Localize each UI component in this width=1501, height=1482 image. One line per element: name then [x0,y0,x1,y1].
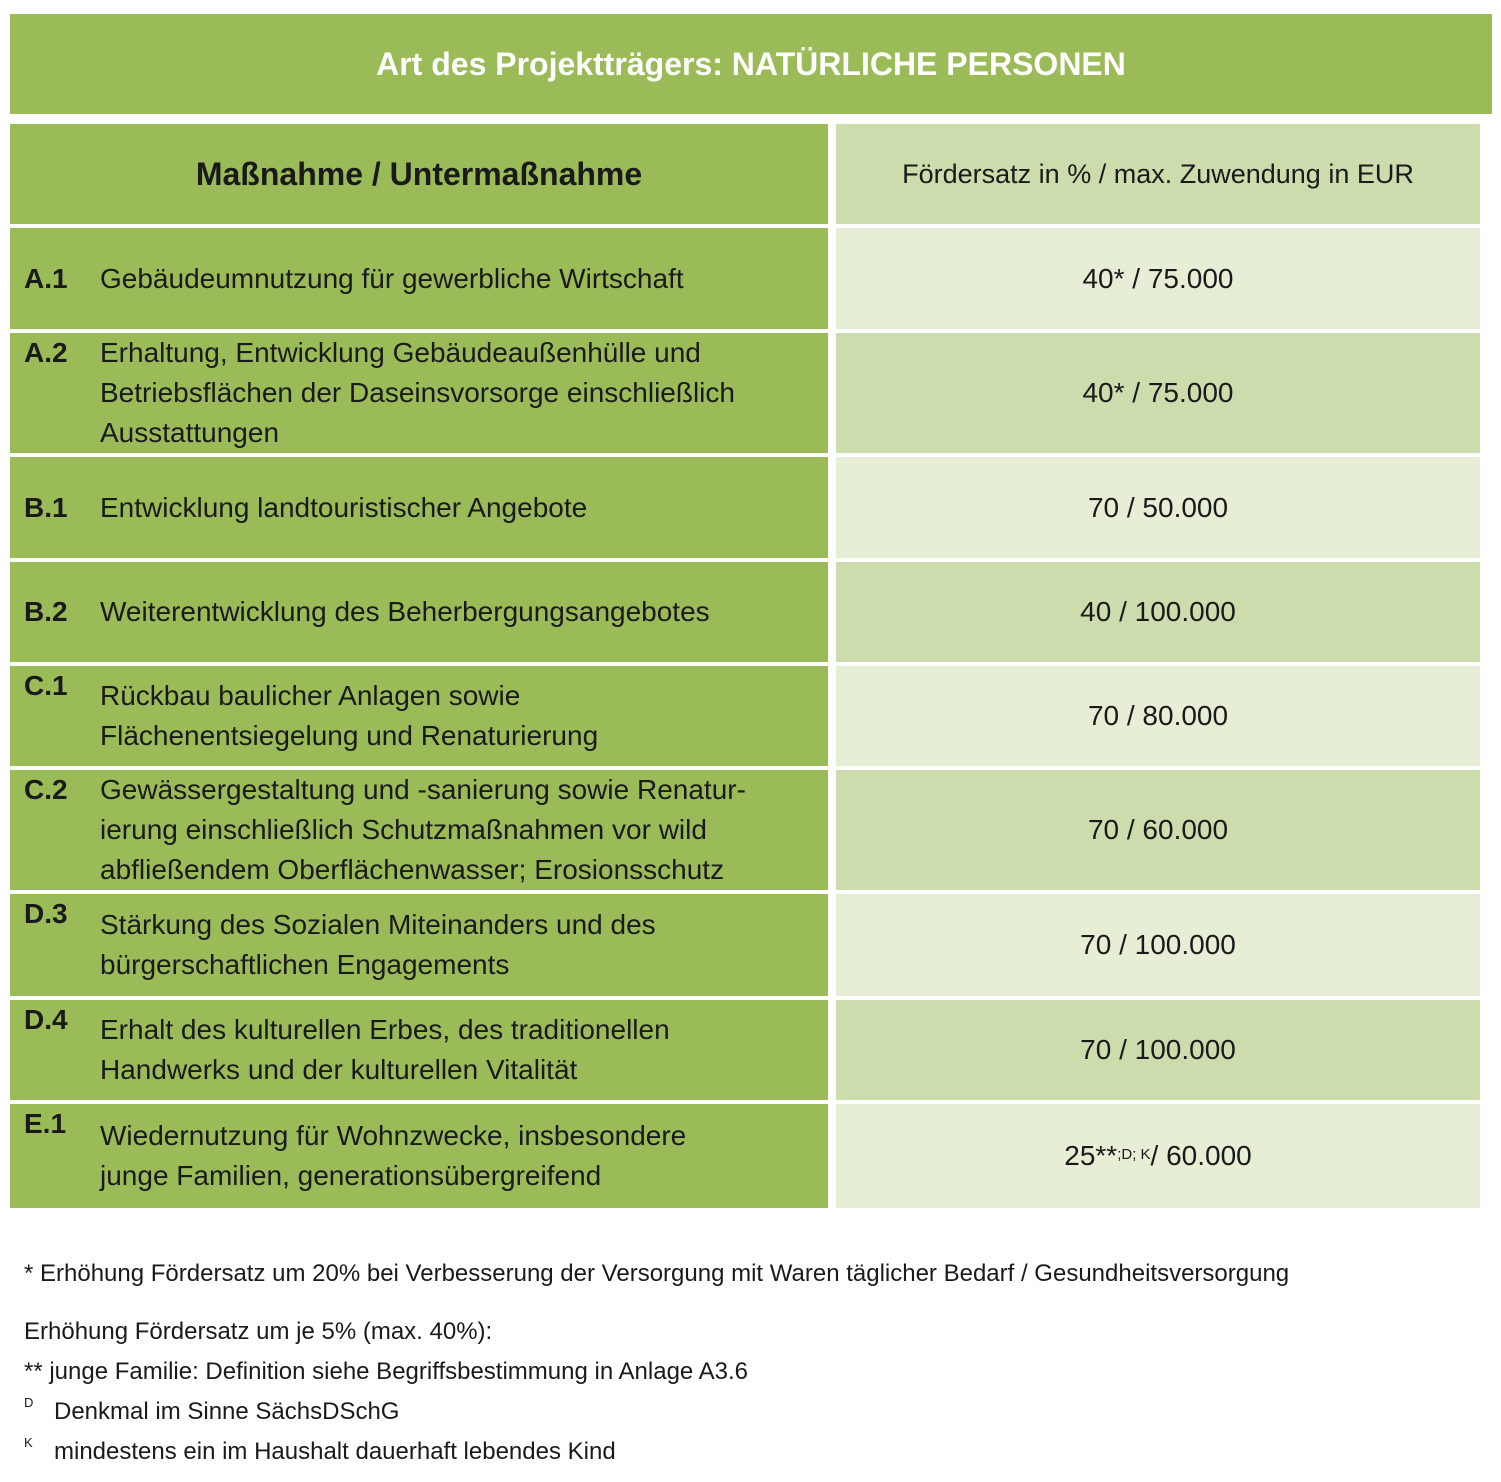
table-row [10,562,1480,662]
footnote-k [24,1432,1289,1472]
measure-code: B.2 [24,596,68,627]
footnote-double-star: ** junge Familie: Definition siehe Begriffsbestimmung in Anlage A3.6 [24,1358,748,1385]
footnote-d [24,1392,1289,1432]
measure-cell [10,666,828,766]
footnote-k-text: mindestens ein im Haushalt dauerhaft lebendes Kind [54,1438,616,1465]
measure-code: E.1 [24,1108,67,1139]
funding-value: 25** $^{;D; K}$ / 60.000 [836,1104,1480,1208]
footnote-k-mark: K [24,1435,33,1450]
table-row [10,770,1480,890]
funding-value: 70 / 100.000 [836,894,1480,996]
footnotes [24,1254,1289,1472]
measure-text: Erhalt des kulturellen Erbes, des traditionellen Handwerks und der kulturellen Vitalität [100,1014,670,1085]
header-funding: Fördersatz in % / max. Zuwendung in EUR [836,124,1480,224]
funding-value: 40* / 75.000 [836,228,1480,329]
measure-text: Erhaltung, Entwicklung Gebäudeaußenhülle und Betriebsflächen der Daseinsvorsorge einschließlich Ausstattungen [100,337,735,448]
header-measure: Maßnahme / Untermaßnahme [10,124,828,224]
table-row [10,228,1480,329]
funding-table [10,124,1480,1212]
table-header-row [10,124,1480,224]
footnote-star: * Erhöhung Fördersatz um 20% bei Verbesserung der Versorgung mit Waren täglicher Bedarf / Gesundheitsversorgung [24,1260,1290,1287]
measure-text: Rückbau baulicher Anlagen sowie Flächenentsiegelung und Renaturierung [100,680,599,751]
measure-text: Entwicklung landtouristischer Angebote [100,491,588,523]
footnote-increase: Erhöhung Fördersatz um je 5% (max. 40%): [24,1318,493,1345]
table-row [10,333,1480,453]
table-row [10,666,1480,766]
measure-cell [10,1000,828,1100]
funding-value: 70 / 60.000 [836,770,1480,890]
measure-cell [10,770,828,890]
measure-code: D.4 [24,1004,68,1035]
measure-cell [10,894,828,996]
measure-text: Stärkung des Sozialen Miteinanders und des bürgerschaftlichen Engagements [100,909,656,980]
measure-text: Gebäudeumnutzung für gewerbliche Wirtschaft [100,262,684,294]
funding-value: 40* / 75.000 [836,333,1480,453]
funding-value: 70 / 50.000 [836,457,1480,558]
funding-value: 40 / 100.000 [836,562,1480,662]
table-row [10,1104,1480,1208]
measure-code: D.3 [24,898,68,929]
measure-code: A.1 [24,262,68,294]
measure-code: B.1 [24,491,68,523]
measure-cell [10,1104,828,1208]
footnote-d-text: Denkmal im Sinne SächsDSchG [54,1398,400,1425]
table-row [10,894,1480,996]
table-row [10,457,1480,558]
measure-cell [10,457,828,558]
footnote-marks: ;D; K [1117,1145,1151,1163]
table-title: Art des Projektträgers: NATÜRLICHE PERSONEN [10,14,1492,114]
measure-code: A.2 [24,337,68,368]
measure-code: C.2 [24,774,68,805]
funding-value: 70 / 100.000 [836,1000,1480,1100]
measure-cell [10,333,828,453]
measure-code: C.1 [24,670,68,701]
funding-value: 70 / 80.000 [836,666,1480,766]
measure-cell [10,562,828,662]
measure-text: Weiterentwicklung des Beherbergungsangebotes [100,596,710,627]
footnote-d-mark: D [24,1395,34,1410]
measure-cell [10,228,828,329]
table-row [10,1000,1480,1100]
measure-text: Gewässergestaltung und -sanierung sowie Renatur- ierung einschließlich Schutzmaßnahmen vor wild abfließendem Oberflächenwasser; Erosionsschutz [100,774,746,885]
measure-text: Wiedernutzung für Wohnzwecke, insbesondere junge Familien, generationsübergreifend [100,1120,687,1191]
